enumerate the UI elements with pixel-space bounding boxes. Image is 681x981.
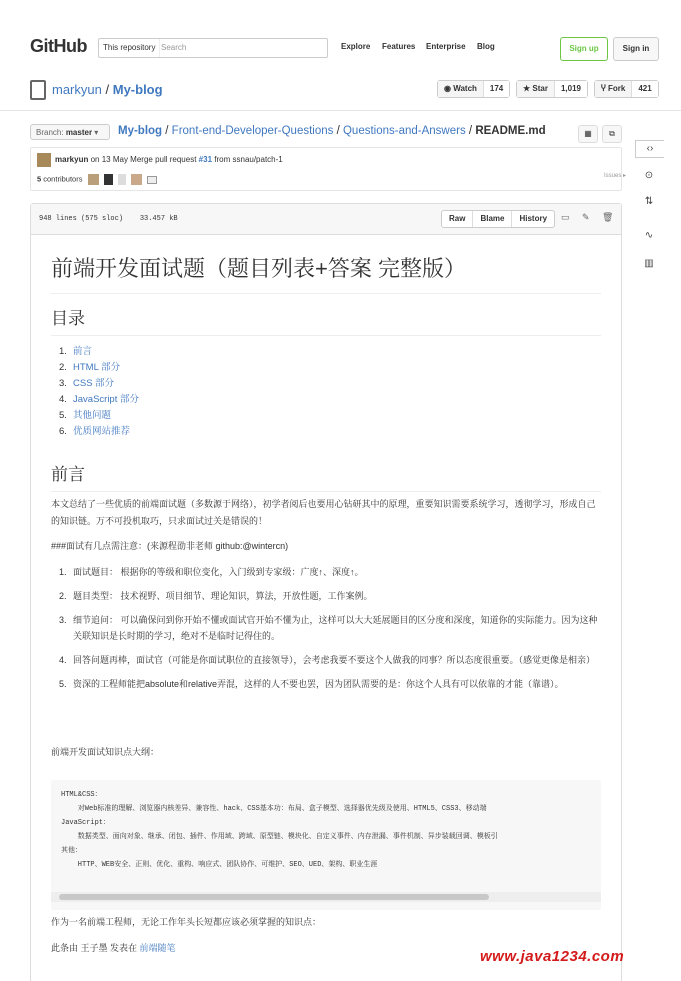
list-item: 2. 题目类型： 技术视野、项目细节、理论知识，算法，开放性题，工作案例。 bbox=[59, 591, 373, 601]
search-box[interactable] bbox=[98, 38, 328, 58]
scrollbar-thumb[interactable] bbox=[59, 894, 489, 900]
readme-title: 前端开发面试题（题目列表+答案 完整版） bbox=[51, 252, 601, 294]
eye-icon: ◉ bbox=[444, 84, 454, 93]
file-size: 33.457 kB bbox=[139, 215, 178, 223]
toc-list bbox=[59, 344, 139, 440]
code-block bbox=[51, 780, 601, 910]
outline-label: 前端开发面试知识点大纲： bbox=[51, 747, 160, 757]
watch-count[interactable]: 174 bbox=[484, 81, 509, 97]
closing-paragraph: 作为一名前端工程师，无论工作年头长短都应该必须掌握的知识点： bbox=[51, 917, 322, 927]
fork-icon: Ⴤ bbox=[601, 84, 608, 93]
interview-note: ###面试有几点需注意：(来源程劭非老师 github:@wintercn) bbox=[51, 541, 289, 551]
contributors-label[interactable]: contributors bbox=[43, 174, 83, 184]
branch-prefix: Branch: bbox=[36, 128, 64, 137]
code-icon[interactable]: ‹› bbox=[635, 140, 664, 158]
file-box bbox=[30, 203, 625, 981]
github-logo[interactable]: GitHub bbox=[30, 36, 87, 56]
breadcrumb-separator: / bbox=[165, 125, 172, 137]
watch-button[interactable] bbox=[437, 80, 510, 98]
list-item: 4. 回答问题再棒，面试官（可能是你面试职位的直接领导），会考虑我要不要这个人做我的同事？所以态度很重要。（感觉更像是相亲） bbox=[59, 655, 596, 665]
contributor-avatar[interactable] bbox=[104, 174, 113, 185]
file-finder-icon[interactable]: ▦ bbox=[578, 125, 598, 143]
branch-selector[interactable] bbox=[30, 124, 110, 140]
contributor-avatar[interactable] bbox=[88, 174, 99, 185]
commit-message-start: on 13 May Merge pull request bbox=[90, 155, 197, 165]
repo-name-link[interactable]: My-blog bbox=[112, 82, 163, 97]
file-lines: 948 lines (575 sloc) bbox=[39, 215, 124, 223]
star-label: Star bbox=[532, 84, 548, 93]
issues-icon[interactable]: ⊙ bbox=[644, 170, 654, 181]
nav-features[interactable]: Features bbox=[382, 42, 416, 51]
toc-link[interactable]: CSS 部分 bbox=[73, 378, 115, 389]
category-link[interactable]: 前端随笔 bbox=[139, 943, 176, 953]
contributor-avatar[interactable] bbox=[147, 176, 157, 184]
signin-button[interactable]: Sign in bbox=[613, 37, 659, 61]
contributor-avatar[interactable] bbox=[118, 174, 126, 185]
commit-message-end: from ssnau/patch-1 bbox=[214, 155, 283, 165]
list-item: 6. 优质网站推荐 bbox=[59, 426, 131, 437]
graphs-icon[interactable]: ▥ bbox=[644, 258, 654, 269]
points-list bbox=[59, 564, 599, 700]
toc-link[interactable]: JavaScript 部分 bbox=[73, 394, 139, 405]
horizontal-scrollbar[interactable] bbox=[51, 892, 601, 902]
blame-button[interactable]: Blame bbox=[473, 211, 512, 227]
file-actions bbox=[441, 210, 555, 228]
footer-prefix: 此条由 王子墨 发表在 bbox=[51, 943, 138, 953]
breadcrumb-file: README.md bbox=[475, 125, 546, 137]
latest-commit bbox=[37, 153, 283, 167]
commit-tease bbox=[30, 147, 622, 191]
toc-heading: 目录 bbox=[51, 304, 601, 336]
list-item: 3. 细节追问： 可以确保问到你开始不懂或面试官开始不懂为止，这样可以大大延展题目的区分度和深度，知道你的实际能力。因为这种关联知识是长时期的学习，绝对不是临时记得住的。 bbox=[59, 615, 598, 641]
preface-heading: 前言 bbox=[51, 460, 601, 492]
fork-button[interactable] bbox=[594, 80, 659, 98]
watch-label: Watch bbox=[453, 84, 477, 93]
repo-owner-link[interactable]: markyun bbox=[52, 82, 102, 97]
repo-header bbox=[0, 72, 681, 111]
star-button[interactable] bbox=[516, 80, 588, 98]
breadcrumb-separator: / bbox=[336, 125, 343, 137]
avatar[interactable] bbox=[37, 153, 51, 167]
list-item: 4. JavaScript 部分 bbox=[59, 394, 139, 405]
copy-path-icon[interactable]: ⧉ bbox=[602, 125, 622, 143]
nav-enterprise[interactable]: Enterprise bbox=[426, 42, 466, 51]
site-header bbox=[0, 0, 681, 72]
contributors-count[interactable]: 5 bbox=[37, 174, 42, 184]
fork-label: Fork bbox=[607, 84, 626, 93]
repo-icon bbox=[30, 80, 46, 100]
nav-explore[interactable]: Explore bbox=[341, 42, 371, 51]
toc-link[interactable]: 前言 bbox=[73, 346, 93, 357]
caret-down-icon: ▾ bbox=[94, 128, 99, 137]
search-input[interactable]: Search bbox=[161, 43, 187, 52]
trash-icon[interactable]: 🗑 bbox=[602, 212, 614, 222]
star-icon: ★ bbox=[523, 84, 533, 93]
desktop-icon[interactable]: ▭ bbox=[561, 212, 570, 222]
breadcrumb-folder[interactable]: Front-end-Developer-Questions bbox=[171, 125, 334, 137]
signup-button[interactable]: Sign up bbox=[560, 37, 608, 61]
repo-sidebar bbox=[633, 130, 663, 285]
contributors-row bbox=[37, 174, 157, 185]
list-item: 2. HTML 部分 bbox=[59, 362, 121, 373]
code-content: HTML&CSS： 对Web标准的理解、浏览器内核差异、兼容性、hack、CSS基本功：布局、盒子模型、选择器优先级及使用、HTML5、CSS3、移动端 JavaScript： 数据类型、面向对象、继承、闭包、插件、作用域、跨域、原型链、模块化、自定义事件、内存泄漏、事件机制、异步装载回调、模板引 其他： HTTP、WEB安全、正则、优化、重构、响应式、团队协作、可维护、SEO、UED、架构、职业生涯 bbox=[61, 791, 498, 869]
watermark: www.java1234.com bbox=[480, 948, 625, 965]
nav-blog[interactable]: Blog bbox=[477, 42, 495, 51]
pencil-icon[interactable]: ✎ bbox=[582, 212, 590, 222]
breadcrumb bbox=[118, 125, 546, 137]
pull-request-link[interactable]: #31 bbox=[198, 155, 213, 165]
file-info bbox=[39, 215, 178, 223]
repo-title bbox=[52, 82, 163, 97]
toc-link[interactable]: HTML 部分 bbox=[73, 362, 121, 373]
list-item: 5. 资深的工程师能把absolute和relative弄混，这样的人不要也罢，因为团队需要的是：你这个人具有可以依靠的才能（靠谱）。 bbox=[59, 679, 564, 689]
star-count[interactable]: 1,019 bbox=[555, 81, 587, 97]
pull-request-icon[interactable]: ⇅ bbox=[644, 196, 654, 207]
breadcrumb-subfolder[interactable]: Questions-and-Answers bbox=[342, 125, 466, 137]
list-item: 3. CSS 部分 bbox=[59, 378, 115, 389]
file-header bbox=[31, 204, 621, 235]
raw-button[interactable]: Raw bbox=[442, 211, 473, 227]
toc-link[interactable]: 优质网站推荐 bbox=[73, 426, 131, 437]
branch-name: master bbox=[65, 128, 93, 137]
list-item: 1. 面试题目： 根据你的等级和职位变化，入门级到专家级：广度↑、深度↑。 bbox=[59, 567, 364, 577]
list-item: 5. 其他问题 bbox=[59, 410, 112, 421]
sidebar-tooltip: Issues ▸ bbox=[604, 173, 627, 179]
repo-separator: / bbox=[105, 82, 110, 97]
toc-link[interactable]: 其他问题 bbox=[73, 410, 112, 421]
contributor-avatar[interactable] bbox=[131, 174, 142, 185]
history-button[interactable]: History bbox=[519, 214, 548, 223]
breadcrumb-separator: / bbox=[468, 125, 476, 137]
preface-paragraph: 本文总结了一些优质的前端面试题（多数源于网络），初学者阅后也要用心钻研其中的原理，重要知识需要系统学习，透彻学习，形成自己的知识链。万不可投机取巧，只求面试过关是错误的！ bbox=[51, 499, 596, 526]
commit-author[interactable]: markyun bbox=[55, 155, 89, 165]
pulse-icon[interactable]: ∿ bbox=[644, 230, 654, 241]
breadcrumb-repo[interactable]: My-blog bbox=[118, 125, 163, 137]
search-scope: This repository bbox=[99, 39, 160, 57]
fork-count[interactable]: 421 bbox=[632, 81, 657, 97]
list-item: 1. 前言 bbox=[59, 346, 93, 357]
